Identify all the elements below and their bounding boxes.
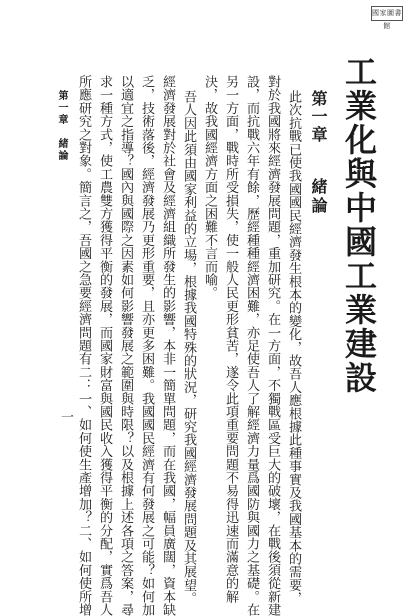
- body-column: 吾人因此須由國家利益的立場，根據我國特殊的狀況，研究我國經濟發展問題及其展望。: [181, 90, 196, 605]
- body-column: 設，而抗戰六年有餘，歷經種種經濟困難，亦足使吾人了解經濟力量爲國防與國力之基礎。在: [244, 75, 259, 616]
- body-column: 乏，技術落後，經濟發展乃更形重要，且亦更多困難。我國國民經濟有何發展之可能？如何加: [139, 75, 154, 616]
- book-title: 工業化與中國工業建設: [340, 55, 378, 395]
- body-column: 另一方面，戰時所受損失，使一般人民更形貧苦，遂令此項重要問題不易得迅速而滿意的解: [223, 75, 238, 603]
- body-column: 以適宜之指導？國內與國際之因素如何影響發展之範圍與時限？以及根據上述各項之答案，尋: [118, 75, 133, 616]
- chapter-number: 第一章: [309, 90, 328, 144]
- body-column: 所應研究之對象。簡言之，吾國之急要經濟問題有二：一、如何使生產增加？二、如何使所增: [76, 75, 91, 616]
- body-column: 求一種方式，使工農雙方獲得平衡的發展，而國家財富與國民收入獲得平衡的分配，實爲吾人: [97, 75, 112, 616]
- body-column: 此次抗戰已使我國國民經濟發生根本的變化，故吾人應根據此種事實及我國基本的需要，: [286, 90, 301, 605]
- chapter-title: 緒論: [309, 178, 328, 216]
- body-column: 決，故我國經濟方面之困難不言而喻。: [202, 75, 217, 300]
- body-column: 對於我國將來經濟發展問題，重加研究。在一方面，不獨戰區受巨大的破壞，在戰後須從新建: [265, 75, 280, 616]
- body-column: 經濟發展對於社會及經濟組織所發生的影響，本非一簡單問題，而在我國，幅員廣闊，資本缺: [160, 75, 175, 616]
- running-head: 第一章 緒論: [56, 90, 67, 162]
- page-number: 一: [58, 410, 73, 423]
- library-stamp: 國家圖書館: [371, 6, 403, 21]
